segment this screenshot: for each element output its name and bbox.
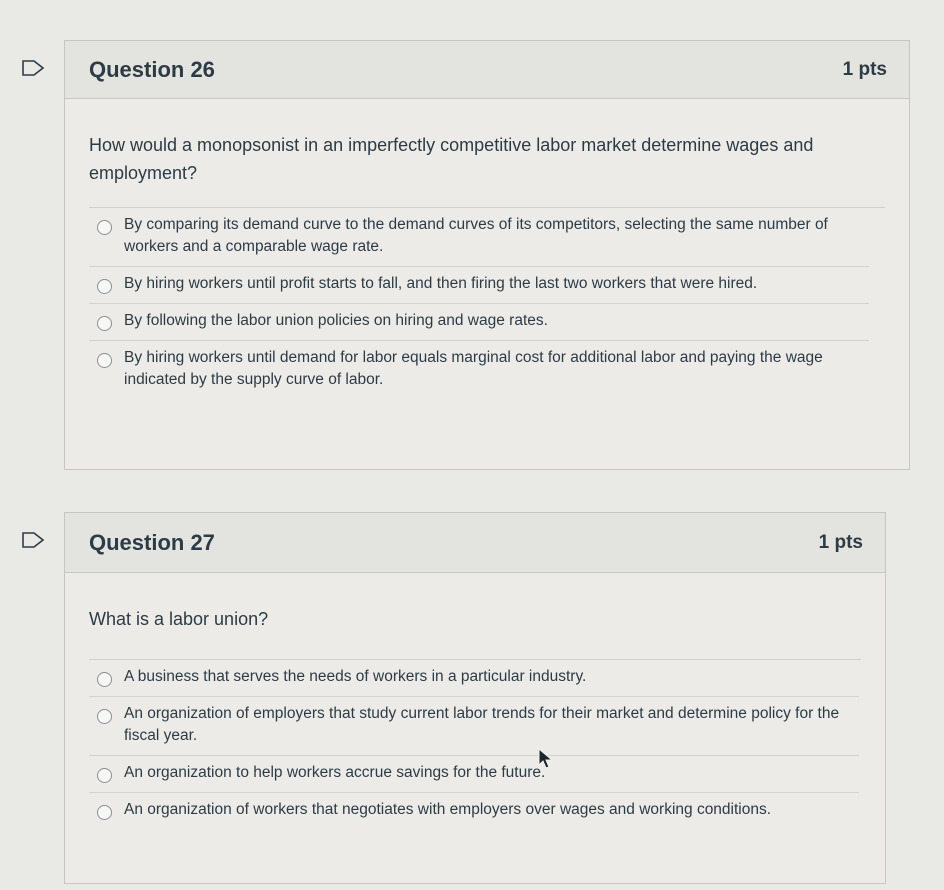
answer-option[interactable]	[89, 208, 869, 267]
radio-button[interactable]	[97, 672, 112, 687]
question-27-card	[64, 512, 886, 884]
answer-option[interactable]	[89, 697, 859, 756]
radio-button[interactable]	[97, 353, 112, 368]
mouse-pointer-icon	[537, 748, 555, 770]
answer-label[interactable]: An organization to help workers accrue savings for the future.	[124, 764, 546, 781]
answer-label[interactable]: By hiring workers until demand for labor equals marginal cost for additional labor and paying the wage indicated by the supply curve of labor.	[124, 349, 823, 388]
question-text: How would a monopsonist in an imperfectly competitive labor market determine wages and employment?	[89, 135, 814, 183]
question-header	[65, 513, 885, 573]
radio-button[interactable]	[97, 805, 112, 820]
question-body	[65, 99, 909, 399]
answer-list	[89, 660, 859, 829]
answer-label[interactable]: An organization of workers that negotiates with employers over wages and working conditions.	[124, 801, 772, 818]
radio-button[interactable]	[97, 709, 112, 724]
radio-button[interactable]	[97, 316, 112, 331]
answer-label[interactable]: An organization of employers that study current labor trends for their market and determine policy for the fiscal year.	[124, 705, 840, 744]
question-title: Question 27	[89, 529, 215, 555]
question-header	[65, 41, 909, 99]
flag-question-icon[interactable]	[22, 532, 44, 548]
answer-label[interactable]: By hiring workers until profit starts to fall, and then firing the last two workers that were hired.	[124, 275, 758, 292]
answer-option[interactable]	[89, 660, 859, 697]
radio-button[interactable]	[97, 279, 112, 294]
answer-option[interactable]	[89, 793, 859, 829]
answer-option[interactable]	[89, 341, 869, 399]
answer-label[interactable]: By following the labor union policies on hiring and wage rates.	[124, 312, 548, 329]
radio-button[interactable]	[97, 220, 112, 235]
question-title: Question 26	[89, 56, 215, 82]
answer-list	[89, 208, 869, 399]
question-26-card	[64, 40, 910, 470]
question-body	[65, 573, 885, 829]
answer-option[interactable]	[89, 304, 869, 341]
question-points: 1 pts	[842, 58, 887, 80]
answer-option[interactable]	[89, 756, 859, 793]
radio-button[interactable]	[97, 768, 112, 783]
flag-question-icon[interactable]	[22, 60, 44, 76]
answer-option[interactable]	[89, 267, 869, 304]
question-points: 1 pts	[818, 531, 863, 553]
answer-label[interactable]: A business that serves the needs of workers in a particular industry.	[124, 668, 587, 685]
question-text: What is a labor union?	[89, 609, 269, 629]
answer-label[interactable]: By comparing its demand curve to the demand curves of its competitors, selecting the same number of workers and a comparable wage rate.	[124, 216, 828, 255]
